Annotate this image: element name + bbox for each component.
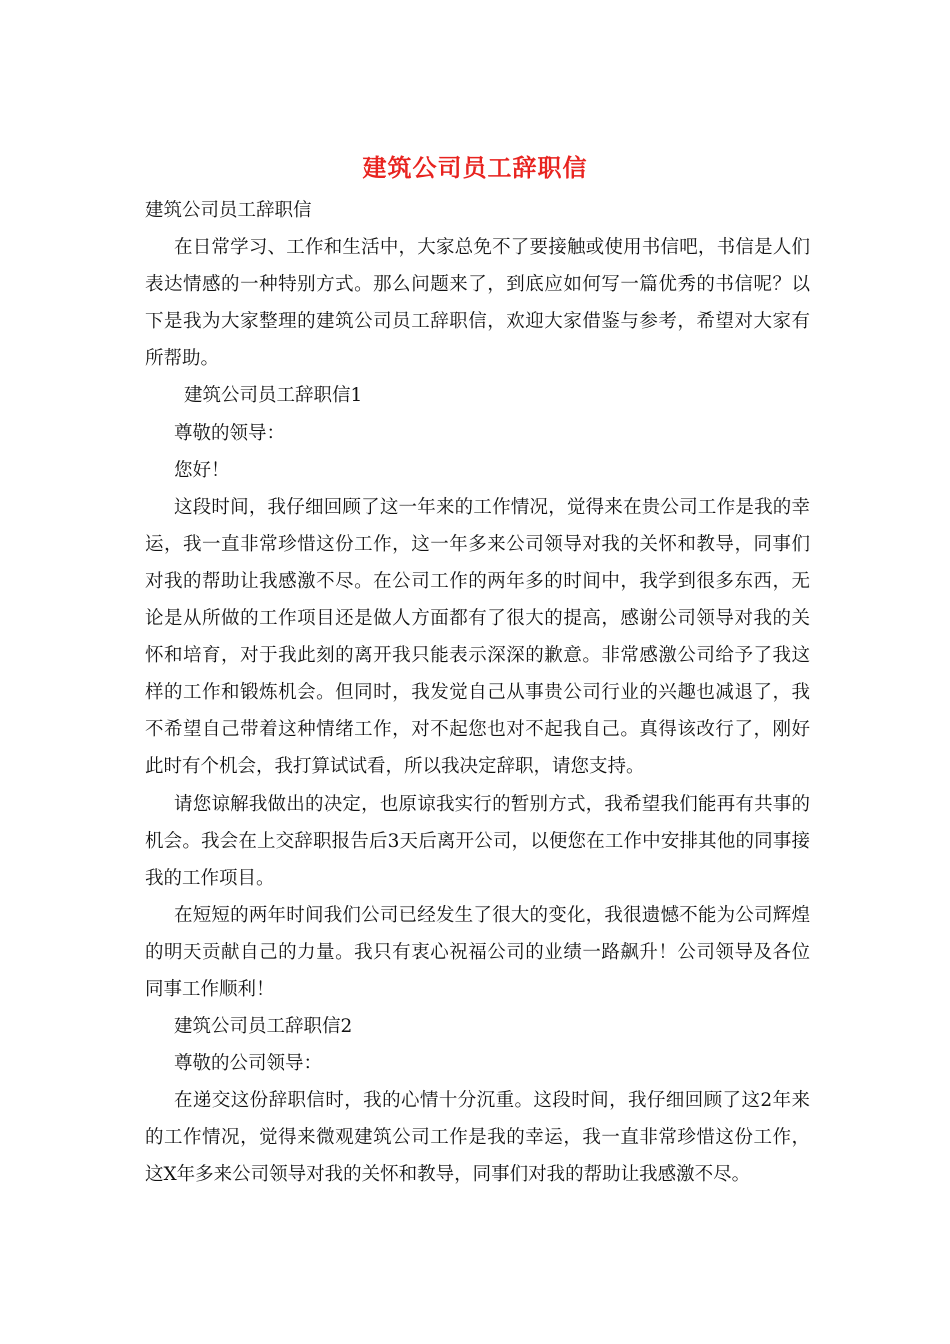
letter-1-paragraph-1: 这段时间，我仔细回顾了这一年来的工作情况，觉得来在贵公司工作是我的幸运，我一直非常珍惜这份工作，这一年多来公司领导对我的关怀和教导，同事们对我的帮助让我感激不尽。在公司工作的两年多的时间中，我学到很多东西，无论是从所做的工作项目还是做人方面都有了很大的提高，感谢公司领导对我的关怀和培育，对于我此刻的离开我只能表示深深的歉意。非常感激公司给予了我这样的工作和锻炼机会。但同时，我发觉自己从事贵公司行业的兴趣也减退了，我不希望自己带着这种情绪工作，对不起您也对不起我自己。真得该改行了，刚好此时有个机会，我打算试试看，所以我决定辞职，请您支持。 (145, 496, 810, 778)
letter-1-salutation: 尊敬的领导： (174, 422, 286, 444)
intro-heading: 建筑公司员工辞职信 (145, 200, 312, 221)
letter-1-greeting: 您好！ (174, 459, 230, 481)
document-body (145, 192, 810, 1194)
letter-2-paragraph-1: 在递交这份辞职信时，我的心情十分沉重。这段时间，我仔细回顾了这2年来的工作情况，觉得来微观建筑公司工作是我的幸运，我一直非常珍惜这份工作，这X年多来公司领导对我的关怀和教导，同事们对我的帮助让我感激不尽。 (145, 1090, 810, 1186)
letter-1-paragraph-2: 请您谅解我做出的决定，也原谅我实行的暂别方式，我希望我们能再有共事的机会。我会在上交辞职报告后3天后离开公司，以便您在工作中安排其他的同事接我的工作项目。 (145, 793, 810, 889)
intro-paragraph: 在日常学习、工作和生活中，大家总免不了要接触或使用书信吧，书信是人们表达情感的一种特别方式。那么问题来了，到底应如何写一篇优秀的书信呢？以下是我为大家整理的建筑公司员工辞职信，欢迎大家借鉴与参考，希望对大家有所帮助。 (145, 237, 810, 370)
letter-2-heading: 建筑公司员工辞职信2 (174, 1016, 353, 1038)
letter-2-salutation: 尊敬的公司领导： (174, 1053, 323, 1075)
letter-1-heading: 建筑公司员工辞职信1 (184, 385, 363, 407)
document-title: 建筑公司员工辞职信 (362, 153, 588, 182)
letter-1-paragraph-3: 在短短的两年时间我们公司已经发生了很大的变化，我很遗憾不能为公司辉煌的明天贡献自己的力量。我只有衷心祝福公司的业绩一路飙升！公司领导及各位同事工作顺利！ (145, 904, 810, 1000)
